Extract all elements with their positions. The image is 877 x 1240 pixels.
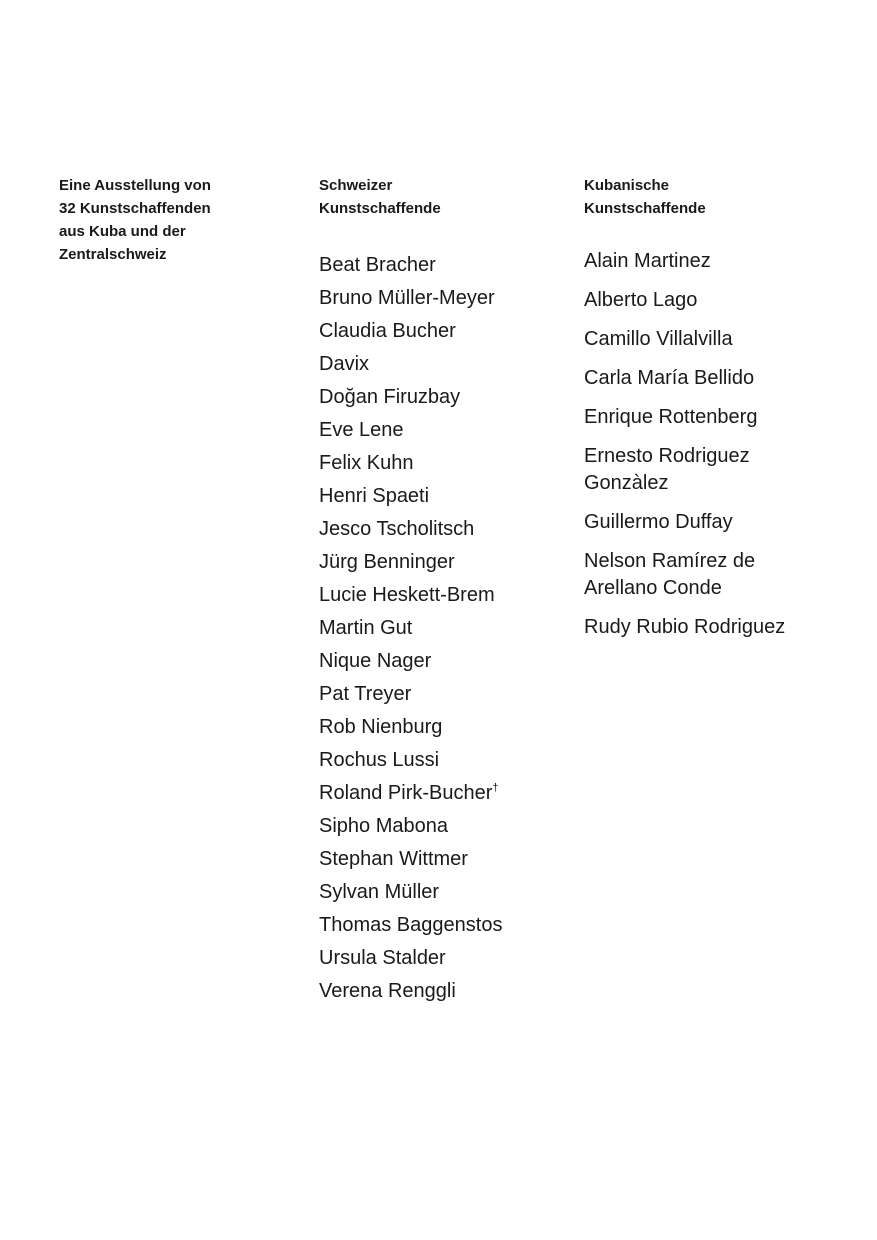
cuban-artist: Carla María Bellido: [584, 367, 755, 389]
cuban-artist: Alain Martinez: [584, 250, 711, 272]
swiss-artist: Sylvan Müller: [319, 881, 440, 903]
swiss-artist-name: Roland Pirk-Bucher: [319, 782, 493, 804]
swiss-artist: Felix Kuhn: [319, 452, 414, 474]
swiss-artist: Stephan Wittmer: [319, 848, 468, 870]
swiss-artist: Thomas Baggenstos: [319, 914, 503, 936]
swiss-artists-column: [319, 174, 564, 1008]
swiss-artist: Sipho Mabona: [319, 815, 448, 837]
cuban-artist: Guillermo Duffay: [584, 511, 733, 533]
swiss-artist: [319, 777, 564, 810]
swiss-artist: Lucie Heskett-Brem: [319, 584, 495, 606]
cuban-artist: Nelson Ramírez de Arellano Conde: [584, 550, 756, 599]
cuban-artists-column: [584, 174, 854, 653]
swiss-artist: Martin Gut: [319, 617, 413, 639]
deceased-mark: †: [492, 782, 499, 794]
swiss-artist: Jesco Tscholitsch: [319, 518, 475, 540]
swiss-artist: Rochus Lussi: [319, 749, 440, 771]
swiss-artist: Bruno Müller-Meyer: [319, 287, 495, 309]
intro-column: [59, 174, 289, 266]
swiss-artist: Jürg Benninger: [319, 551, 455, 573]
swiss-artist: Nique Nager: [319, 650, 432, 672]
cuban-artist: Rudy Rubio Rodriguez: [584, 616, 786, 638]
swiss-artist: Pat Treyer: [319, 683, 412, 705]
cuban-artist: Camillo Villalvilla: [584, 328, 733, 350]
swiss-artist: Claudia Bucher: [319, 320, 456, 342]
cuban-artist: Enrique Rottenberg: [584, 406, 758, 428]
swiss-artist: Henri Spaeti: [319, 485, 430, 507]
cuban-artists-heading: Kubanische Kunstschaffende: [584, 177, 706, 217]
intro-text: Eine Ausstellung von 32 Kunstschaffenden aus Kuba und der Zentralschweiz: [59, 177, 211, 263]
swiss-artists-heading: Schweizer Kunstschaffende: [319, 177, 441, 217]
swiss-artist: Verena Renggli: [319, 980, 456, 1002]
swiss-artist: Doğan Firuzbay: [319, 386, 461, 408]
cuban-artist: Ernesto Rodriguez Gonzàlez: [584, 445, 750, 494]
swiss-artist: Ursula Stalder: [319, 947, 446, 969]
swiss-artist: Rob Nienburg: [319, 716, 443, 738]
cuban-artist: Alberto Lago: [584, 289, 698, 311]
swiss-artist: Beat Bracher: [319, 254, 436, 276]
swiss-artist: Eve Lene: [319, 419, 404, 441]
swiss-artists-list: [319, 249, 564, 1008]
swiss-artist: Davix: [319, 353, 370, 375]
cuban-artists-list: [584, 248, 854, 641]
